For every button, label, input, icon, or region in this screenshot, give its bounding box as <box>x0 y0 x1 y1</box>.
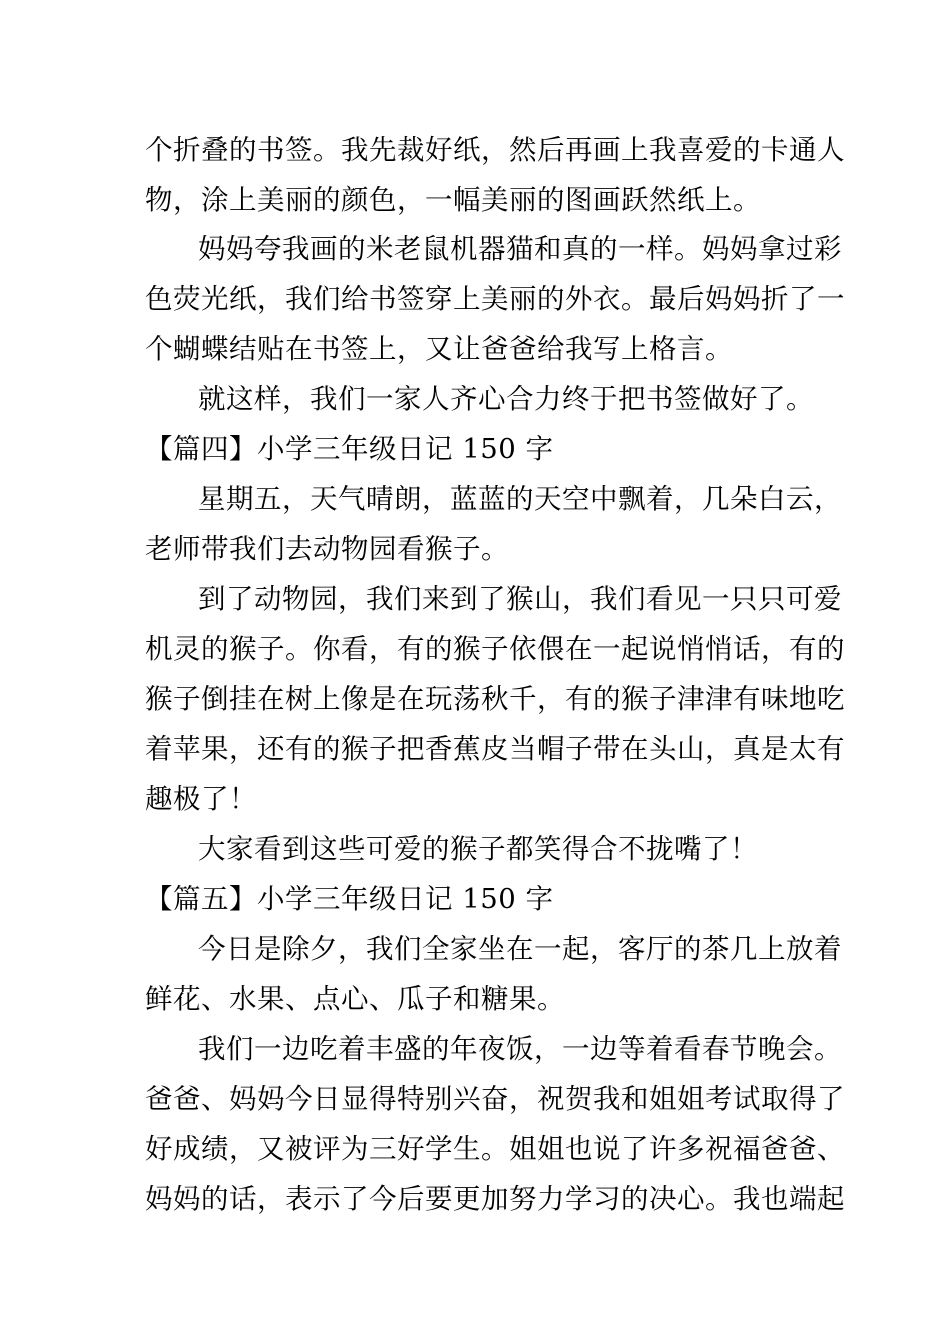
paragraph-first-line: 今日是除夕，我们全家坐在一起，客厅的茶几上放着 <box>198 933 842 965</box>
text-line: 趣极了！ <box>145 783 257 815</box>
paragraph-first-line: 就这样，我们一家人齐心合力终于把书签做好了。 <box>198 383 814 415</box>
text-line: 爸爸、妈妈今日显得特别兴奋，祝贺我和姐姐考试取得了 <box>145 1083 845 1115</box>
paragraph-first-line: 大家看到这些可爱的猴子都笑得合不拢嘴了！ <box>198 833 758 865</box>
paragraph-first-line: 我们一边吃着丰盛的年夜饭，一边等着看春节晚会。 <box>198 1033 842 1065</box>
text-line: 机灵的猴子。你看，有的猴子依偎在一起说悄悄话，有的 <box>145 633 845 665</box>
paragraph-first-line: 星期五，天气晴朗，蓝蓝的天空中飘着，几朵白云， <box>198 483 842 515</box>
text-line: 个折叠的书签。我先裁好纸，然后再画上我喜爱的卡通人 <box>145 134 845 166</box>
paragraph-first-line: 妈妈夸我画的米老鼠机器猫和真的一样。妈妈拿过彩 <box>198 233 842 265</box>
text-line: 个蝴蝶结贴在书签上，又让爸爸给我写上格言。 <box>145 333 733 365</box>
section-heading-5: 【篇五】小学三年级日记 150 字 <box>145 883 554 915</box>
text-line: 猴子倒挂在树上像是在玩荡秋千，有的猴子津津有味地吃 <box>145 683 845 715</box>
text-line: 老师带我们去动物园看猴子。 <box>145 533 509 565</box>
text-line: 物，涂上美丽的颜色，一幅美丽的图画跃然纸上。 <box>145 184 761 216</box>
text-line: 好成绩，又被评为三好学生。姐姐也说了许多祝福爸爸、 <box>145 1133 845 1165</box>
text-line: 妈妈的话，表示了今后要更加努力学习的决心。我也端起 <box>145 1183 845 1215</box>
text-line: 鲜花、水果、点心、瓜子和糖果。 <box>145 983 565 1015</box>
text-line: 着苹果，还有的猴子把香蕉皮当帽子带在头山，真是太有 <box>145 733 845 765</box>
section-heading-4: 【篇四】小学三年级日记 150 字 <box>145 433 554 465</box>
text-line: 色荧光纸，我们给书签穿上美丽的外衣。最后妈妈折了一 <box>145 283 845 315</box>
paragraph-first-line: 到了动物园，我们来到了猴山，我们看见一只只可爱 <box>198 583 842 615</box>
